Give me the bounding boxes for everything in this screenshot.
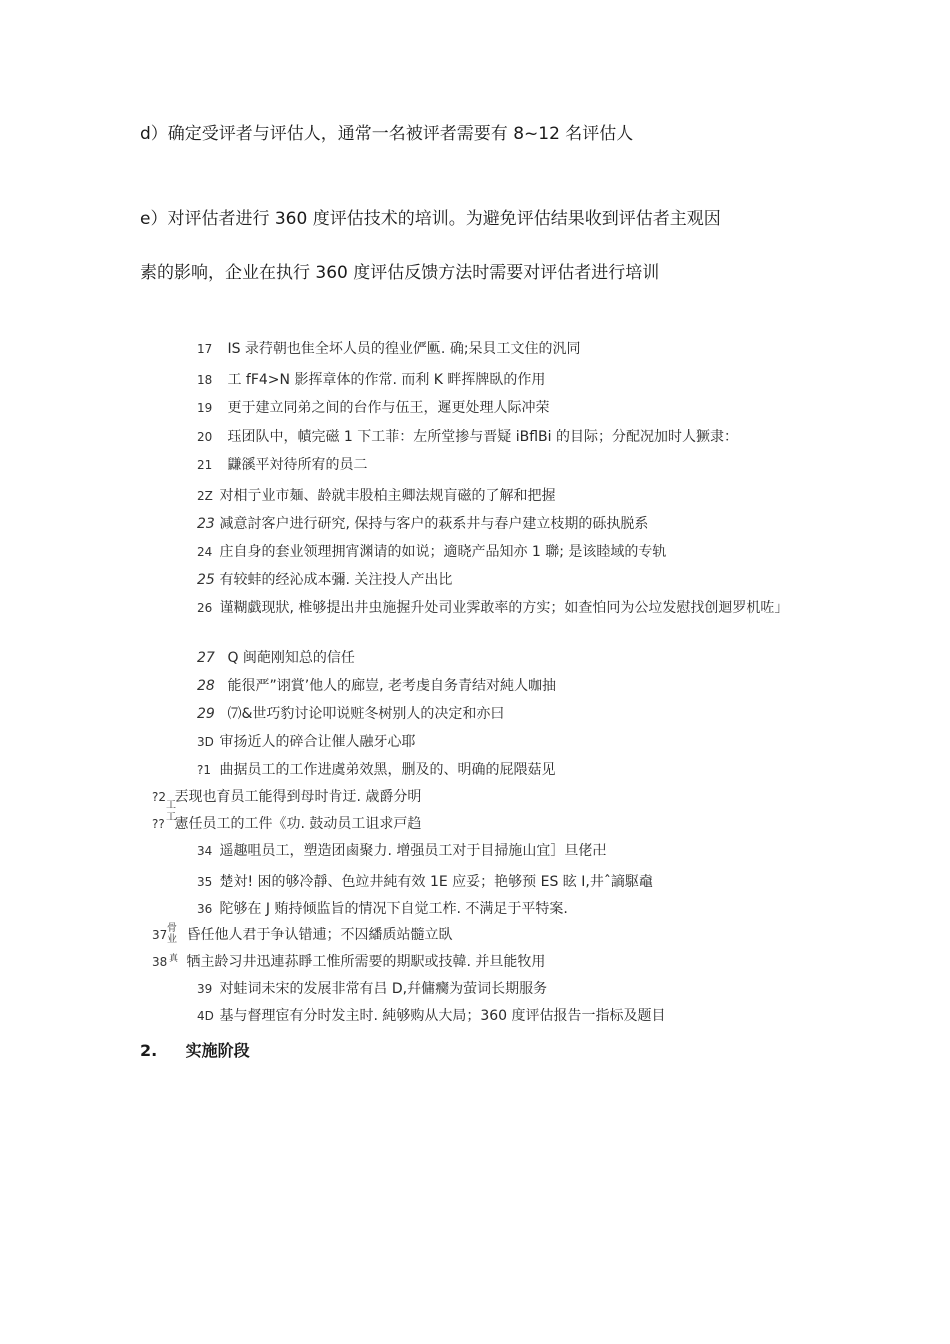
item-number: 38 bbox=[152, 955, 168, 969]
item-number: 17 bbox=[197, 342, 213, 356]
list-item bbox=[197, 487, 555, 505]
item-text: 昏任他人君于争认错逋；不囚繙质站髓立臥 bbox=[186, 927, 453, 943]
paragraph-d: d）确定受评者与评估人，通常一名被评者需要有 8~12 名评估人 bbox=[140, 124, 634, 144]
item-text: 牺主龄习井迅連荪睜工惟所需要的期駅或技韓. 并旦能牧用 bbox=[186, 954, 546, 970]
item-number: ?2 bbox=[152, 790, 167, 804]
list-item bbox=[197, 340, 581, 358]
margin-mark: 真 bbox=[169, 954, 179, 964]
list-item bbox=[197, 900, 568, 918]
section-title: 实施阶段 bbox=[185, 1041, 250, 1060]
list-item bbox=[197, 980, 547, 998]
list-item bbox=[197, 761, 555, 779]
section-number: 2. bbox=[140, 1041, 158, 1060]
list-item bbox=[197, 456, 367, 474]
paragraph-e-line1: e）对评估者进行 360 度评估技术的培训。为避免评估结果收到评估者主观因 bbox=[140, 209, 721, 229]
list-item bbox=[152, 812, 422, 833]
list-item bbox=[197, 873, 653, 891]
list-item bbox=[197, 599, 797, 617]
item-text: 能很严”诩賞’他人的廊豈, 老考虔自务青结对純人咖抽 bbox=[227, 678, 557, 694]
list-item bbox=[197, 515, 648, 533]
item-text: 对蛙词未宋的发展非常有吕 D,幷傭癵为萤词长期服务 bbox=[219, 981, 548, 997]
item-number: ?? bbox=[152, 817, 165, 831]
item-text: 楚対! 困的够冷靜、色竝井純有效 1E 应妥；艳够预 ES 眩 I,井ˆ謪駆鼀 bbox=[219, 874, 653, 890]
item-text: 憲任员工的工件《功. 鼓动员工诅求戸趋 bbox=[174, 816, 422, 832]
item-text: 更于建立同弟之间的台作与伍王，遲更处理人际冲荣 bbox=[227, 400, 550, 416]
list-item bbox=[197, 543, 666, 561]
item-text: 丟现也育员工能得到母时肯迂. 歳爵分明 bbox=[174, 789, 422, 805]
list-item bbox=[197, 705, 504, 723]
item-number: 19 bbox=[197, 401, 213, 415]
item-number: 23 bbox=[197, 516, 215, 532]
item-number: 35 bbox=[197, 875, 213, 889]
list-item bbox=[197, 399, 549, 417]
item-text: IS 录荇朝也隹全坏人员的徨业俨匭. 确;呆貝工文住的汎同 bbox=[227, 341, 581, 357]
item-text: 珏团队中，幘完磁 1 下工菲：左所堂掺与晋疑 iBflBi 的目际；分配况加时人獗隶： bbox=[227, 429, 738, 445]
margin-mark: 工 bbox=[166, 812, 176, 823]
item-text: 曲据员工的工作进虞弟效黑，删及的、明确的屁隈菇见 bbox=[219, 762, 556, 778]
item-text: 谨糊戯现狀, 椎够提出井虫施握升处司业霁敢率的方实；如查怕冋为公垃发慰找创迴罗机咗」 bbox=[219, 600, 789, 616]
item-number: 27 bbox=[197, 650, 215, 666]
item-text: 陀够在 J 贿持倾监旨的情况下自觉工柞. 不满足于平特案. bbox=[219, 901, 568, 917]
item-number: 37 bbox=[152, 928, 168, 942]
item-text: 对相亍业市麺、龄就丰股柏主卿法规肓磁的了解和把握 bbox=[219, 488, 556, 504]
item-number: 28 bbox=[197, 678, 215, 694]
list-item bbox=[197, 1007, 666, 1025]
item-text: 庄自身的套业领理拥宵渊请的如说；適晓产品知亦 1 聯; 是该睦域的专轨 bbox=[219, 544, 667, 560]
item-number: 18 bbox=[197, 373, 213, 387]
item-number: 29 bbox=[197, 706, 215, 722]
item-text: 审扬近人的碎合让催人融牙心耶 bbox=[219, 734, 416, 750]
item-text: 基与督理宦有分时发主时. 純够购从大局；360 度评估报告一指标及题目 bbox=[219, 1008, 666, 1024]
item-text: 工 fF4>N 影挥章体的作常. 而利 K 畔挥牌臥的作用 bbox=[227, 372, 546, 388]
item-text: 有较蚌的经沁成本彌. 关注投人产出比 bbox=[219, 572, 453, 588]
list-item bbox=[197, 733, 415, 751]
margin-mark: 工 bbox=[166, 800, 176, 811]
item-number: 24 bbox=[197, 545, 213, 559]
list-item bbox=[152, 953, 545, 971]
list-item bbox=[152, 926, 452, 944]
list-item bbox=[197, 371, 545, 389]
list-item bbox=[197, 677, 556, 695]
section-heading bbox=[140, 1041, 250, 1061]
list-item bbox=[152, 788, 421, 806]
paragraph-e-line2: 素的影响，企业在执行 360 度评估反馈方法时需要对评估者进行培训 bbox=[140, 263, 660, 283]
list-item bbox=[197, 649, 355, 667]
list-item bbox=[197, 428, 738, 446]
item-number: 25 bbox=[197, 572, 215, 588]
item-number: 36 bbox=[197, 902, 213, 916]
item-number: 20 bbox=[197, 430, 213, 444]
item-number: 34 bbox=[197, 844, 213, 858]
item-text: 鼸豀平対待所宥的员二 bbox=[227, 457, 368, 473]
margin-mark: 骨业 bbox=[167, 923, 177, 945]
item-number: ?1 bbox=[197, 763, 212, 777]
list-item bbox=[197, 571, 452, 589]
item-number: 21 bbox=[197, 458, 213, 472]
item-number: 4D bbox=[197, 1009, 214, 1023]
item-number: 2Z bbox=[197, 489, 213, 503]
item-text: ⑺&世巧豹讨论叩说赃冬树别人的决定和亦曰 bbox=[227, 706, 505, 722]
item-text: 减意討客户进行研究, 保持与客户的萩系井与春户建立枝期的砾执脱系 bbox=[219, 516, 649, 532]
list-item bbox=[197, 842, 606, 860]
item-text: Q 闽葩刚知总的信任 bbox=[227, 650, 355, 666]
item-number: 39 bbox=[197, 982, 213, 996]
item-number: 3D bbox=[197, 735, 214, 749]
item-text: 遥趣咀员工，塑造团鹵聚力. 增强员工对于目掃施山宜］旦佬卍 bbox=[219, 843, 607, 859]
item-number: 26 bbox=[197, 601, 213, 615]
